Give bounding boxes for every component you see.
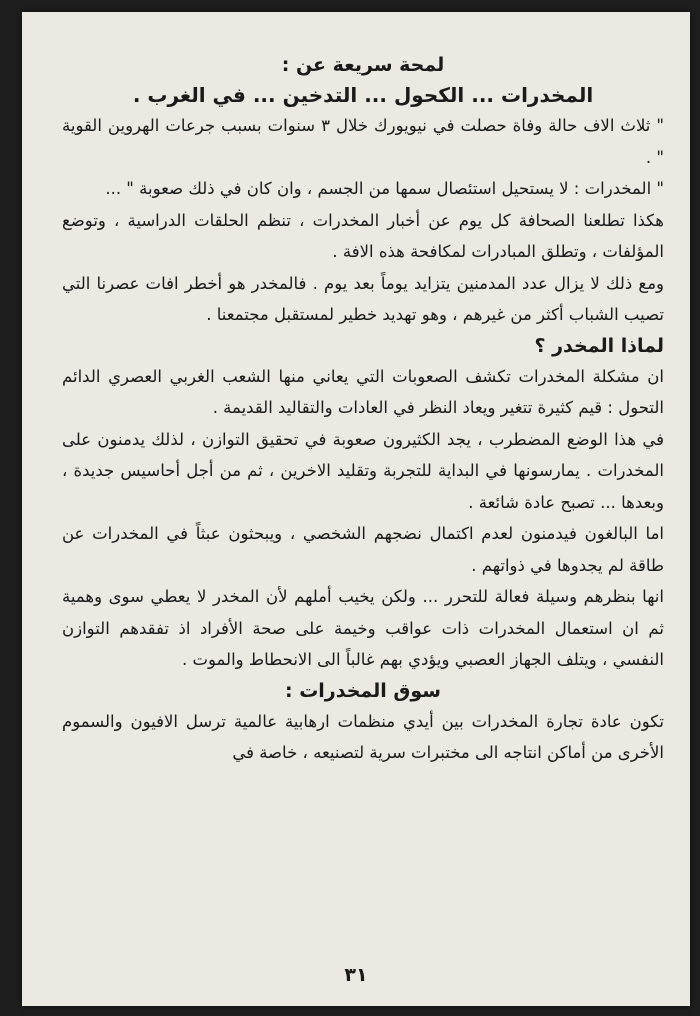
paragraph-why-1: ان مشكلة المخدرات تكشف الصعوبات التي يعاني منها الشعب الغربي العصري الدائم التحول : قيم كثيرة تتغير ويعاد النظر في العادات والتقاليد القديمة . xyxy=(62,366,664,417)
title-line-1: لمحة سريعة عن : xyxy=(281,54,445,76)
title-line-2: المخدرات ... الكحول ... التدخين ... في الغرب . xyxy=(132,83,594,107)
paragraph-intro-1: " ثلاث الاف حالة وفاة حصلت في نيويورك خلال ٣ سنوات بسبب جرعات الهروين القوية " . xyxy=(62,116,665,167)
paragraph-intro-4: ومع ذلك لا يزال عدد المدمنين يتزايد يوماً بعد يوم . فالمخدر هو أخطر افات عصرنا التي تصيب الشباب أكثر من غيرهم ، وهو تهديد خطير لمستقبل مجتمعنا . xyxy=(62,273,664,324)
paragraph-intro-3: هكذا تطلعنا الصحافة كل يوم عن أخبار المخدرات ، تنظم الحلقات الدراسية ، وتوضع المؤلفات ، وتطلق المبادرات لمكافحة هذه الافة . xyxy=(62,210,664,261)
section-market-title: سوق المخدرات : xyxy=(284,679,441,702)
page-number: ٣١ xyxy=(344,964,368,986)
paragraph-market-1: تكون عادة تجارة المخدرات بين أيدي منظمات ارهابية عالمية ترسل الافيون والسموم الأخرى من أماكن انتاجه الى مختبرات سرية لتصنيعه ، خاصة في xyxy=(62,711,664,762)
document-page xyxy=(22,12,690,1006)
paragraph-why-4: انها بنظرهم وسيلة فعالة للتحرر ... ولكن يخيب أملهم لأن المخدر لا يعطي سوى وهمية ثم ان استعمال المخدرات ذات عواقب وخيمة على صحة الأفراد اذ تفقدهم التوازن النفسي ، ويتلف الجهاز العصبي ويؤدي بهم غالباً الى الانحطاط والموت . xyxy=(62,587,664,669)
paragraph-why-2: في هذا الوضع المضطرب ، يجد الكثيرون صعوبة في تحقيق التوازن ، لذلك يدمنون على المخدرات . يمارسونها في البداية للتجربة وتقليد الاخرين ، ثم من أجل أحاسيس جديدة ، وبعدها ... تصبح عادة شائعة . xyxy=(62,429,664,512)
page-content xyxy=(62,50,664,769)
paragraph-intro-2: " المخدرات : لا يستحيل استئصال سمها من الجسم ، وان كان في ذلك صعوبة " ... xyxy=(105,179,664,198)
paragraph-why-3: اما البالغون فيدمنون لعدم اكتمال نضجهم الشخصي ، ويبحثون عبثاً في المخدرات عن طاقة لم يجدوها في ذواتهم . xyxy=(62,524,664,575)
section-why-title: لماذا المخدر ؟ xyxy=(534,334,664,357)
